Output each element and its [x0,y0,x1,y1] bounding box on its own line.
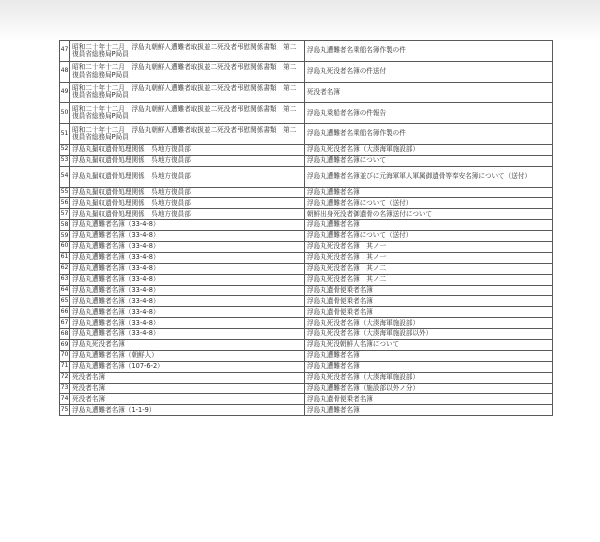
source-cell: 浮島丸撮収遺骨処理関係 呉地方復員部 [70,166,305,187]
row-number: 71 [60,361,70,372]
source-cell: 浮島丸死没者名簿 [70,340,305,351]
source-cell: 浮島丸遭難者名簿（107-6-2） [70,361,305,372]
source-cell: 昭和二十年十二月 浮島丸朝鮮人遭難者取扱並二死没者弔慰関係書類 第二復員省総務局P局員 [70,124,305,145]
source-cell: 浮島丸撮収遺骨処理関係 呉地方復員部 [70,155,305,166]
source-cell: 浮島丸遭難者名簿（33-4-8） [70,318,305,329]
title-cell: 朝鮮出身死没者御遺骨の名簿送付について [304,209,552,220]
table-row [60,103,553,124]
table-row [60,155,553,166]
source-cell: 昭和二十年十二月 浮島丸朝鮮人遭難者取扱並二死没者弔慰関係書類 第二復員省総務局P局員 [70,61,305,82]
row-number: 48 [60,61,70,82]
table-row [60,383,553,394]
source-cell: 浮島丸遭難者名簿（33-4-8） [70,242,305,253]
table-row [60,242,553,253]
title-cell: 浮島丸死没者名簿 其ノ二 [304,274,552,285]
table-row [60,405,553,416]
source-cell: 死没者名簿 [70,394,305,405]
row-number: 74 [60,394,70,405]
row-number: 66 [60,307,70,318]
source-cell: 昭和二十年十二月 浮島丸朝鮮人遭難者取扱並二死没者弔慰関係書類 第二復員省総務局P局員 [70,41,305,62]
row-number: 54 [60,166,70,187]
title-cell: 死没者名簿 [304,82,552,103]
title-cell: 浮島丸遭難者名簿 [304,187,552,198]
table-row [60,285,553,296]
table-row [60,296,553,307]
table-row [60,252,553,263]
table-row [60,231,553,242]
row-number: 53 [60,155,70,166]
row-number: 57 [60,209,70,220]
title-cell: 浮島丸遺骨便乗者名簿 [304,285,552,296]
source-cell: 浮島丸遭難者名簿（33-4-8） [70,274,305,285]
table-row [60,340,553,351]
source-cell: 死没者名簿 [70,372,305,383]
row-number: 67 [60,318,70,329]
source-cell: 浮島丸遭難者名簿（33-4-8） [70,296,305,307]
source-cell: 死没者名簿 [70,383,305,394]
source-cell: 浮島丸遭難者名簿（33-4-8） [70,285,305,296]
table-row [60,124,553,145]
title-cell: 浮島丸乗船者名簿の件報告 [304,103,552,124]
source-cell: 浮島丸遭難者名簿（33-4-8） [70,263,305,274]
title-cell: 浮島丸遺骨便乗者名簿 [304,394,552,405]
row-number: 63 [60,274,70,285]
title-cell: 浮島丸死没者名簿（大湊海軍施設部） [304,372,552,383]
row-number: 52 [60,144,70,155]
row-number: 49 [60,82,70,103]
title-cell: 浮島丸死没者名簿 其ノ一 [304,252,552,263]
row-number: 72 [60,372,70,383]
title-cell: 浮島丸遭難者名簿について（送付） [304,231,552,242]
scan-shadow [0,0,600,40]
table-row [60,394,553,405]
table-row [60,144,553,155]
table-row [60,274,553,285]
table-row [60,198,553,209]
table-row [60,209,553,220]
table-row [60,329,553,340]
source-cell: 浮島丸撮収遺骨処理関係 呉地方復員部 [70,144,305,155]
row-number: 70 [60,350,70,361]
title-cell: 浮島丸死没者名簿（大湊海軍施設部） [304,144,552,155]
row-number: 59 [60,231,70,242]
source-cell: 浮島丸遭難者名簿（朝鮮人） [70,350,305,361]
row-number: 62 [60,263,70,274]
source-cell: 浮島丸遭難者名簿（33-4-8） [70,307,305,318]
source-cell: 浮島丸遭難者名簿（33-4-8） [70,252,305,263]
source-cell: 昭和二十年十二月 浮島丸朝鮮人遭難者取扱並二死没者弔慰関係書類 第二復員省総務局P局員 [70,103,305,124]
row-number: 47 [60,41,70,62]
source-cell: 浮島丸遭難者名簿（33-4-8） [70,231,305,242]
source-cell: 浮島丸撮収遺骨処理関係 呉地方復員部 [70,187,305,198]
title-cell: 浮島丸死没者名簿（大湊海軍施設部） [304,318,552,329]
row-number: 73 [60,383,70,394]
title-cell: 浮島丸死没者名簿 其ノ二 [304,263,552,274]
title-cell: 浮島丸遭難者名簿 [304,220,552,231]
title-cell: 浮島丸遺骨便乗者名簿 [304,296,552,307]
title-cell: 浮島丸死没者名簿 其ノ一 [304,242,552,253]
title-cell: 浮島丸遭難者名簿 [304,361,552,372]
table-row [60,372,553,383]
table-row [60,263,553,274]
table-row [60,220,553,231]
title-cell: 浮島丸遭難者名乗船名簿作製の件 [304,41,552,62]
title-cell: 浮島丸死没朝鮮人名簿について [304,340,552,351]
row-number: 65 [60,296,70,307]
title-cell: 浮島丸遭難者名簿 [304,350,552,361]
table-row [60,61,553,82]
records-table-body [60,41,553,416]
source-cell: 浮島丸撮収遺骨処理関係 呉地方復員部 [70,209,305,220]
title-cell: 浮島丸死没者名簿の件送付 [304,61,552,82]
row-number: 69 [60,340,70,351]
source-cell: 浮島丸遭難者名簿（1-1-9） [70,405,305,416]
row-number: 64 [60,285,70,296]
source-cell: 浮島丸撮収遺骨処理関係 呉地方復員部 [70,198,305,209]
table-row [60,318,553,329]
title-cell: 浮島丸遭難者名簿 [304,405,552,416]
source-cell: 浮島丸遭難者名簿（33-4-8） [70,329,305,340]
table-row [60,166,553,187]
table-row [60,41,553,62]
title-cell: 浮島丸死没者名簿（大湊海軍施設部以外） [304,329,552,340]
table-row [60,187,553,198]
title-cell: 浮島丸遭難者名簿（施設部以外ノ分） [304,383,552,394]
row-number: 55 [60,187,70,198]
row-number: 60 [60,242,70,253]
row-number: 61 [60,252,70,263]
row-number: 58 [60,220,70,231]
row-number: 75 [60,405,70,416]
title-cell: 浮島丸遭難者名簿並びに元海軍軍人軍属御遺骨等奉安名簿について（送付） [304,166,552,187]
row-number: 50 [60,103,70,124]
title-cell: 浮島丸遭難者名乗船名簿作製の件 [304,124,552,145]
table-row [60,350,553,361]
row-number: 56 [60,198,70,209]
table-row [60,361,553,372]
table-row [60,307,553,318]
row-number: 68 [60,329,70,340]
source-cell: 浮島丸遭難者名簿（33-4-8） [70,220,305,231]
title-cell: 浮島丸遭難者名簿について（送付） [304,198,552,209]
title-cell: 浮島丸遺骨便乗者名簿 [304,307,552,318]
source-cell: 昭和二十年十二月 浮島丸朝鮮人遭難者取扱並二死没者弔慰関係書類 第二復員省総務局P局員 [70,82,305,103]
table-row [60,82,553,103]
row-number: 51 [60,124,70,145]
title-cell: 浮島丸遭難者名簿について [304,155,552,166]
records-table [59,40,553,416]
